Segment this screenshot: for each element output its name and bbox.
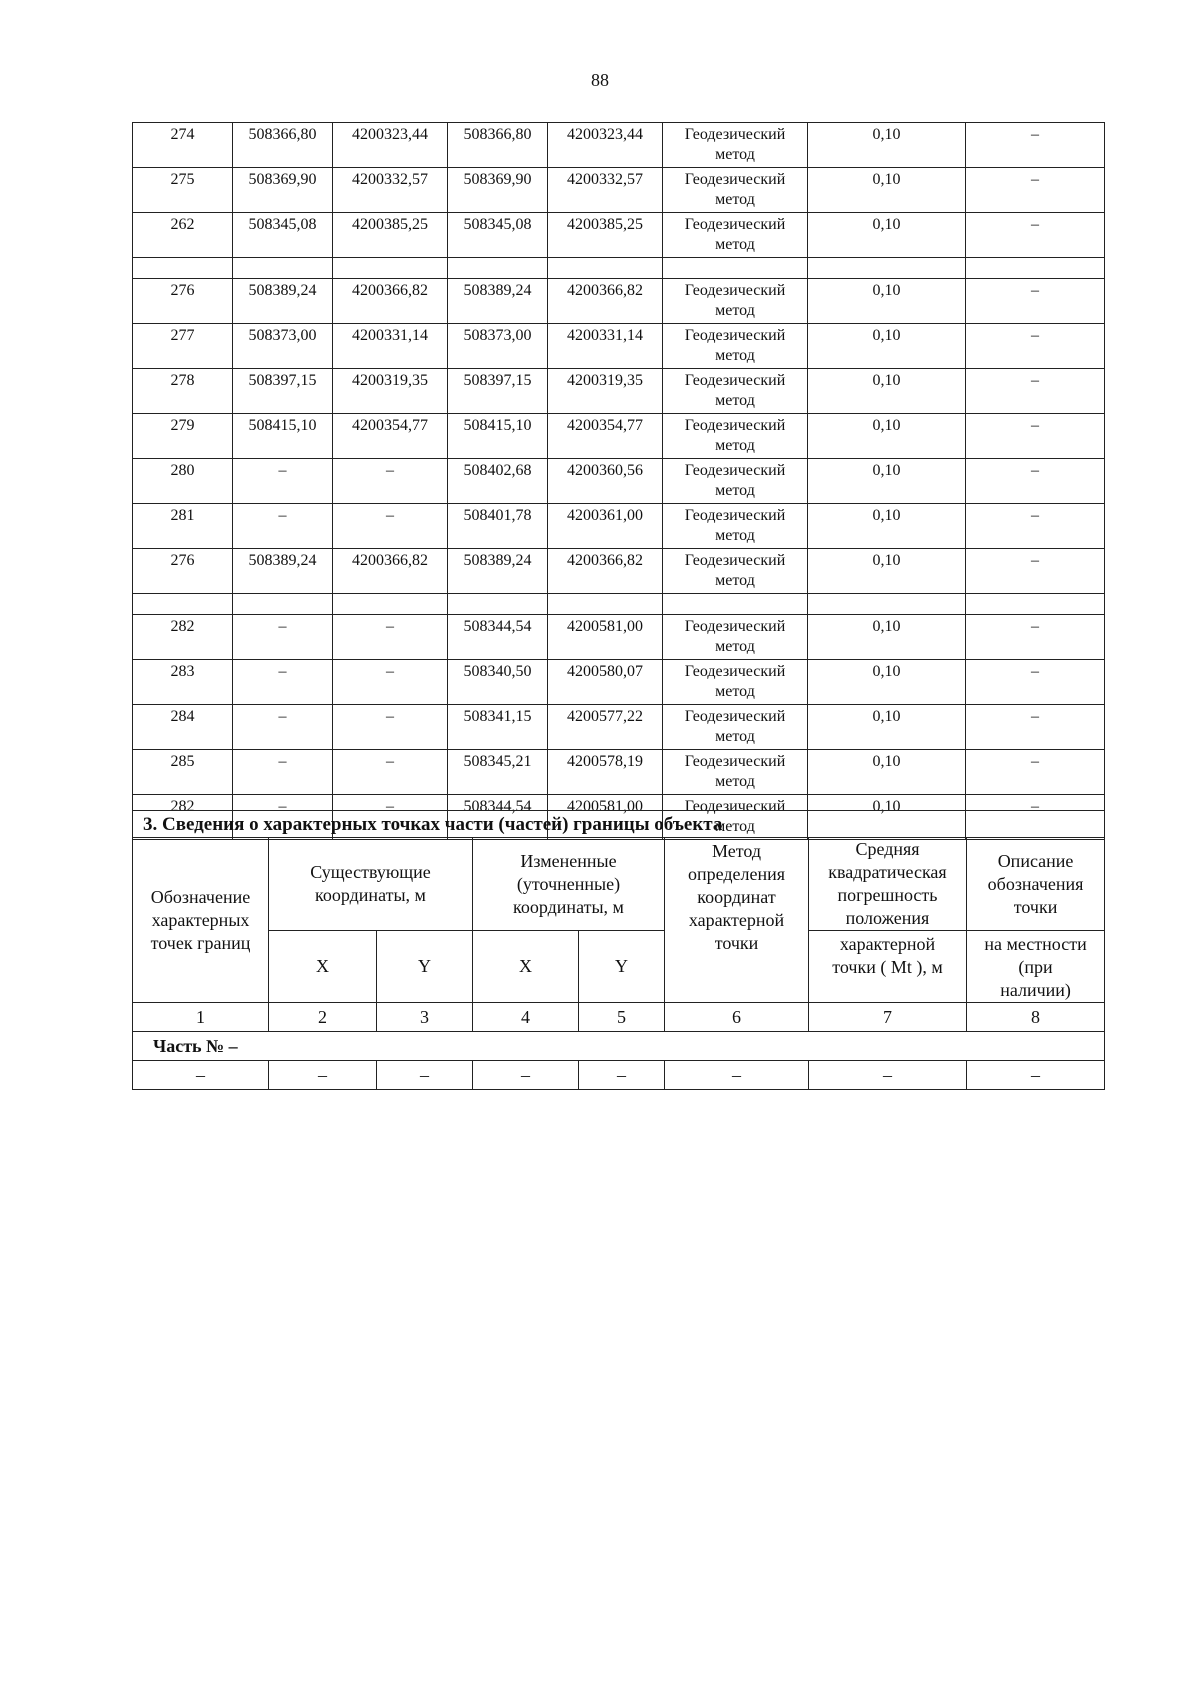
cell-changed-x xyxy=(448,594,548,615)
cell-existing-x: 508415,10 xyxy=(233,414,333,459)
column-number: 2 xyxy=(269,1003,377,1032)
cell-changed-x: 508389,24 xyxy=(448,549,548,594)
coordinate-row xyxy=(133,705,1105,750)
cell-method: Геодезический метод xyxy=(663,324,808,369)
cell-accuracy: 0,10 xyxy=(808,414,966,459)
part-dash-row xyxy=(133,1061,1105,1090)
cell-accuracy: 0,10 xyxy=(808,750,966,795)
cell-point-number: 282 xyxy=(133,795,233,840)
header-method: Метод определения координат характерной точки xyxy=(665,838,809,1003)
cell-point-number: 275 xyxy=(133,168,233,213)
cell-point-number: 276 xyxy=(133,279,233,324)
cell-point-number xyxy=(133,258,233,279)
cell-accuracy: 0,10 xyxy=(808,549,966,594)
cell-changed-y: 4200366,82 xyxy=(548,549,663,594)
coordinate-row xyxy=(133,549,1105,594)
cell-description xyxy=(966,594,1105,615)
cell-accuracy: 0,10 xyxy=(808,504,966,549)
dash-cell: – xyxy=(377,1061,473,1090)
cell-existing-x: – xyxy=(233,615,333,660)
cell-description: – xyxy=(966,504,1105,549)
cell-changed-y: 4200578,19 xyxy=(548,750,663,795)
cell-description: – xyxy=(966,459,1105,504)
cell-changed-y: 4200580,07 xyxy=(548,660,663,705)
cell-changed-x: 508344,54 xyxy=(448,615,548,660)
cell-changed-y: 4200581,00 xyxy=(548,795,663,840)
cell-existing-y: – xyxy=(333,615,448,660)
cell-changed-y xyxy=(548,258,663,279)
dash-cell: – xyxy=(133,1061,269,1090)
cell-existing-x: – xyxy=(233,750,333,795)
column-number: 8 xyxy=(967,1003,1105,1032)
cell-point-number: 277 xyxy=(133,324,233,369)
dash-cell: – xyxy=(473,1061,579,1090)
coordinate-row xyxy=(133,324,1105,369)
cell-description: – xyxy=(966,324,1105,369)
cell-changed-x: 508345,21 xyxy=(448,750,548,795)
coordinate-row xyxy=(133,168,1105,213)
dash-cell: – xyxy=(967,1061,1105,1090)
cell-changed-x: 508397,15 xyxy=(448,369,548,414)
cell-method: Геодезический метод xyxy=(663,705,808,750)
column-number: 5 xyxy=(579,1003,665,1032)
cell-changed-x xyxy=(448,258,548,279)
cell-point-number: 276 xyxy=(133,549,233,594)
cell-point-number: 262 xyxy=(133,213,233,258)
cell-method: Геодезический метод xyxy=(663,795,808,840)
cell-existing-x: – xyxy=(233,504,333,549)
cell-description: – xyxy=(966,750,1105,795)
cell-existing-x: – xyxy=(233,660,333,705)
cell-method: Геодезический метод xyxy=(663,168,808,213)
cell-existing-y xyxy=(333,594,448,615)
column-number: 6 xyxy=(665,1003,809,1032)
dash-cell: – xyxy=(665,1061,809,1090)
cell-point-number: 282 xyxy=(133,615,233,660)
dash-cell: – xyxy=(809,1061,967,1090)
cell-description: – xyxy=(966,279,1105,324)
cell-changed-y: 4200366,82 xyxy=(548,279,663,324)
cell-method: Геодезический метод xyxy=(663,459,808,504)
cell-method: Геодезический метод xyxy=(663,123,808,168)
header-changed-y: Y xyxy=(579,931,665,1003)
cell-point-number: 283 xyxy=(133,660,233,705)
part-label: Часть № – xyxy=(133,1032,1105,1061)
cell-accuracy: 0,10 xyxy=(808,615,966,660)
header-changed-x: X xyxy=(473,931,579,1003)
header-description: Описание обозначения точки xyxy=(967,838,1105,931)
cell-existing-y: 4200354,77 xyxy=(333,414,448,459)
coordinate-row xyxy=(133,615,1105,660)
cell-changed-y xyxy=(548,594,663,615)
cell-point-number: 284 xyxy=(133,705,233,750)
cell-changed-y: 4200354,77 xyxy=(548,414,663,459)
cell-changed-x: 508344,54 xyxy=(448,795,548,840)
cell-changed-x: 508366,80 xyxy=(448,123,548,168)
cell-description: – xyxy=(966,549,1105,594)
cell-point-number: 274 xyxy=(133,123,233,168)
cell-description xyxy=(966,258,1105,279)
column-number: 1 xyxy=(133,1003,269,1032)
cell-existing-x: 508345,08 xyxy=(233,213,333,258)
cell-accuracy xyxy=(808,594,966,615)
cell-changed-x: 508369,90 xyxy=(448,168,548,213)
cell-existing-x: – xyxy=(233,795,333,840)
cell-changed-y: 4200323,44 xyxy=(548,123,663,168)
cell-description: – xyxy=(966,615,1105,660)
cell-method: Геодезический метод xyxy=(663,213,808,258)
cell-existing-x: 508366,80 xyxy=(233,123,333,168)
header-designation: Обозначение характерных точек границ xyxy=(133,838,269,1003)
cell-accuracy: 0,10 xyxy=(808,279,966,324)
cell-existing-y: – xyxy=(333,795,448,840)
cell-accuracy: 0,10 xyxy=(808,369,966,414)
cell-point-number xyxy=(133,594,233,615)
section-3-table xyxy=(132,810,1105,1090)
cell-point-number: 278 xyxy=(133,369,233,414)
cell-accuracy: 0,10 xyxy=(808,795,966,840)
header-accuracy: Средняя квадратическая погрешность положения xyxy=(809,838,967,931)
cell-description: – xyxy=(966,705,1105,750)
cell-description: – xyxy=(966,660,1105,705)
header-changed-coordinates: Измененные (уточненные) координаты, м xyxy=(473,838,665,931)
header-description-cont: на местности (при наличии) xyxy=(967,931,1105,1003)
coordinate-row xyxy=(133,459,1105,504)
coordinate-row xyxy=(133,660,1105,705)
cell-description: – xyxy=(966,213,1105,258)
cell-existing-y: – xyxy=(333,459,448,504)
cell-existing-y: – xyxy=(333,504,448,549)
cell-method: Геодезический метод xyxy=(663,660,808,705)
cell-method xyxy=(663,258,808,279)
cell-changed-x: 508401,78 xyxy=(448,504,548,549)
cell-accuracy: 0,10 xyxy=(808,168,966,213)
dash-cell: – xyxy=(269,1061,377,1090)
cell-method: Геодезический метод xyxy=(663,750,808,795)
column-numbers-row xyxy=(133,1003,1105,1032)
cell-accuracy: 0,10 xyxy=(808,213,966,258)
section-title: 3. Сведения о характерных точках части (частей) границы объекта xyxy=(133,811,1105,838)
coordinate-row xyxy=(133,504,1105,549)
coordinate-row xyxy=(133,213,1105,258)
coordinate-row xyxy=(133,414,1105,459)
cell-changed-y: 4200581,00 xyxy=(548,615,663,660)
cell-changed-x: 508373,00 xyxy=(448,324,548,369)
cell-existing-y: 4200332,57 xyxy=(333,168,448,213)
cell-accuracy: 0,10 xyxy=(808,705,966,750)
cell-accuracy: 0,10 xyxy=(808,459,966,504)
cell-description: – xyxy=(966,795,1105,840)
cell-existing-y: 4200385,25 xyxy=(333,213,448,258)
cell-point-number: 279 xyxy=(133,414,233,459)
cell-existing-y: 4200331,14 xyxy=(333,324,448,369)
page-number: 88 xyxy=(591,70,609,90)
header-accuracy-cont: характерной точки ( Mt ), м xyxy=(809,931,967,1003)
coordinate-row xyxy=(133,750,1105,795)
cell-description: – xyxy=(966,414,1105,459)
cell-method: Геодезический метод xyxy=(663,615,808,660)
cell-method: Геодезический метод xyxy=(663,414,808,459)
cell-accuracy: 0,10 xyxy=(808,660,966,705)
cell-existing-x: 508369,90 xyxy=(233,168,333,213)
cell-existing-y: 4200366,82 xyxy=(333,549,448,594)
cell-description: – xyxy=(966,369,1105,414)
cell-existing-y: 4200366,82 xyxy=(333,279,448,324)
cell-changed-y: 4200361,00 xyxy=(548,504,663,549)
cell-changed-x: 508345,08 xyxy=(448,213,548,258)
coordinate-row xyxy=(133,123,1105,168)
cell-existing-y xyxy=(333,258,448,279)
cell-existing-x: 508389,24 xyxy=(233,279,333,324)
header-existing-x: X xyxy=(269,931,377,1003)
cell-existing-y: 4200323,44 xyxy=(333,123,448,168)
cell-existing-x: 508389,24 xyxy=(233,549,333,594)
cell-existing-y: – xyxy=(333,705,448,750)
cell-method: Геодезический метод xyxy=(663,504,808,549)
blank-row xyxy=(133,594,1105,615)
cell-changed-x: 508389,24 xyxy=(448,279,548,324)
cell-accuracy xyxy=(808,258,966,279)
cell-changed-x: 508415,10 xyxy=(448,414,548,459)
cell-existing-x: – xyxy=(233,705,333,750)
cell-method: Геодезический метод xyxy=(663,279,808,324)
cell-point-number: 280 xyxy=(133,459,233,504)
cell-changed-y: 4200577,22 xyxy=(548,705,663,750)
cell-existing-y: 4200319,35 xyxy=(333,369,448,414)
cell-changed-y: 4200319,35 xyxy=(548,369,663,414)
column-number: 3 xyxy=(377,1003,473,1032)
cell-existing-y: – xyxy=(333,660,448,705)
cell-changed-x: 508402,68 xyxy=(448,459,548,504)
blank-row xyxy=(133,258,1105,279)
column-number: 4 xyxy=(473,1003,579,1032)
cell-existing-x: 508397,15 xyxy=(233,369,333,414)
cell-changed-x: 508340,50 xyxy=(448,660,548,705)
cell-method: Геодезический метод xyxy=(663,369,808,414)
cell-existing-x xyxy=(233,258,333,279)
cell-changed-y: 4200331,14 xyxy=(548,324,663,369)
cell-point-number: 281 xyxy=(133,504,233,549)
header-existing-coordinates: Существующие координаты, м xyxy=(269,838,473,931)
cell-existing-y: – xyxy=(333,750,448,795)
coordinate-row xyxy=(133,279,1105,324)
cell-changed-y: 4200332,57 xyxy=(548,168,663,213)
cell-accuracy: 0,10 xyxy=(808,123,966,168)
coordinate-row xyxy=(133,369,1105,414)
cell-existing-x: – xyxy=(233,459,333,504)
cell-method xyxy=(663,594,808,615)
cell-method: Геодезический метод xyxy=(663,549,808,594)
coordinates-table xyxy=(132,122,1105,840)
cell-existing-x xyxy=(233,594,333,615)
cell-description: – xyxy=(966,168,1105,213)
cell-point-number: 285 xyxy=(133,750,233,795)
column-number: 7 xyxy=(809,1003,967,1032)
dash-cell: – xyxy=(579,1061,665,1090)
header-existing-y: Y xyxy=(377,931,473,1003)
cell-changed-y: 4200360,56 xyxy=(548,459,663,504)
cell-existing-x: 508373,00 xyxy=(233,324,333,369)
cell-accuracy: 0,10 xyxy=(808,324,966,369)
cell-changed-x: 508341,15 xyxy=(448,705,548,750)
cell-changed-y: 4200385,25 xyxy=(548,213,663,258)
cell-description: – xyxy=(966,123,1105,168)
